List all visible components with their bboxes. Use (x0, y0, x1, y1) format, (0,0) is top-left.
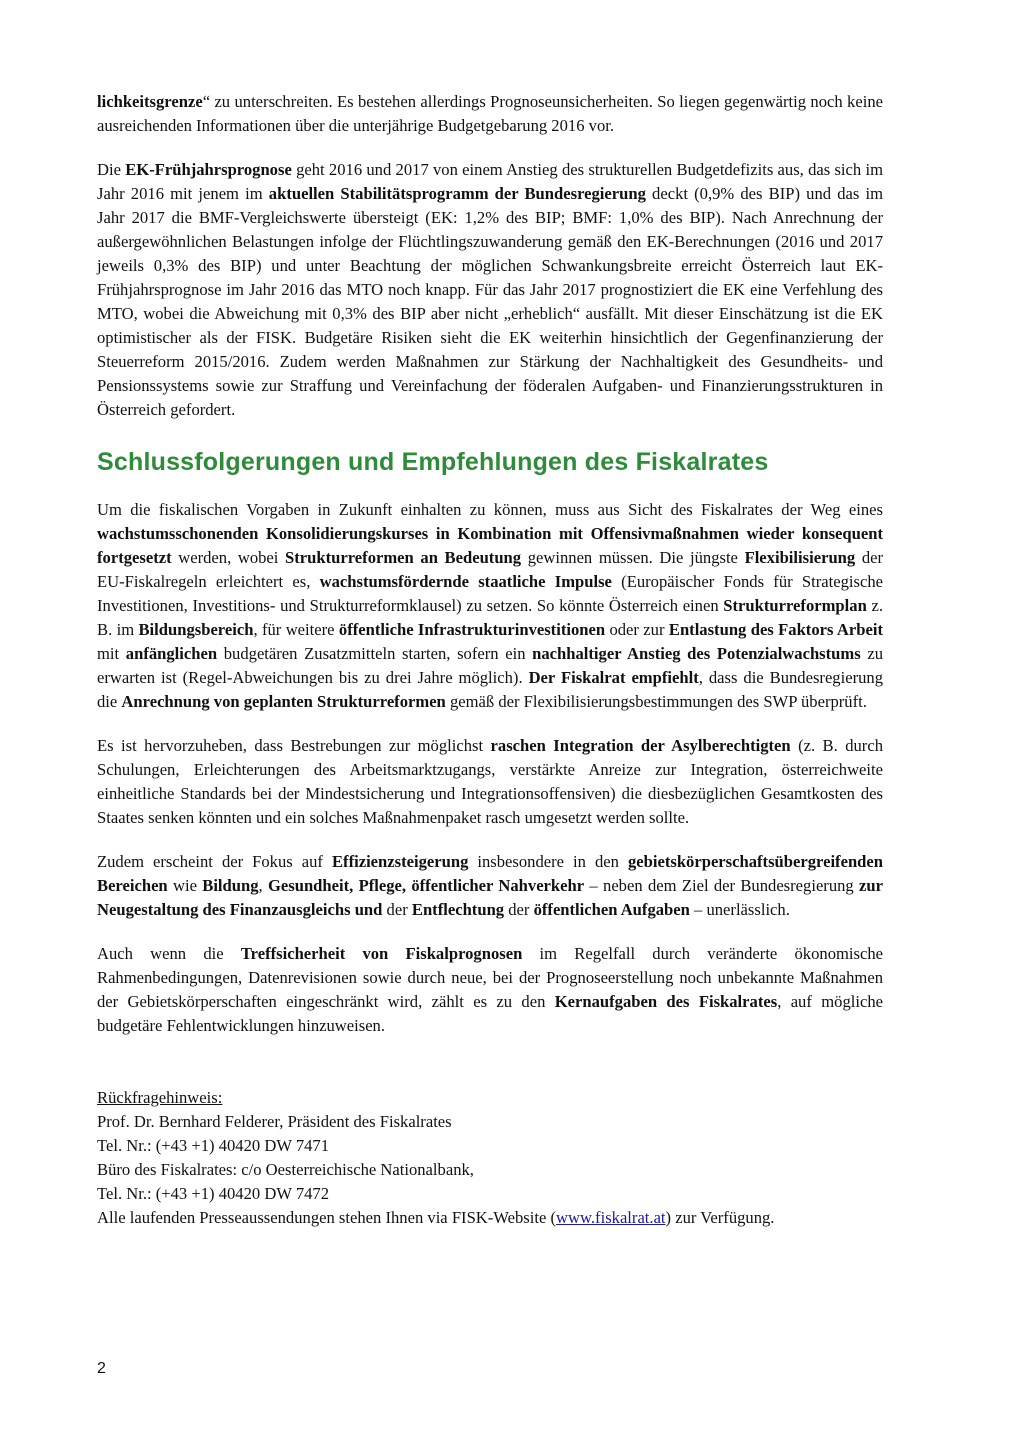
contact-label: Rückfragehinweis: (97, 1088, 223, 1107)
bold-text: raschen Integration der Asylberechtigten (490, 736, 791, 755)
text-run: Zudem erscheint der Fokus auf (97, 852, 332, 871)
text-run: Es ist hervorzuheben, dass Bestrebungen zur möglichst (97, 736, 491, 755)
text-run: Um die fiskalischen Vorgaben in Zukunft einhalten zu können, muss aus Sicht des Fiskalrates der Weg eines (97, 500, 883, 519)
bold-text: EK-Frühjahrsprognose (125, 160, 292, 179)
text-run: mit (97, 644, 126, 663)
bold-text: wachstumsfördernde staatliche Impulse (319, 572, 612, 591)
text-run: , (258, 876, 268, 895)
text-run: – unerlässlich. (689, 900, 790, 919)
bold-text: Der Fiskalrat empfiehlt (528, 668, 699, 687)
paragraph-p3 (97, 734, 883, 830)
text-run: der (382, 900, 412, 919)
text-run: im Regelfall durch veränderte ökonomische Rahmenbedingungen, Datenrevisionen sowie durch neue, bei der Prognoseerstellung noch unbekannte Maßnahmen der Gebietskörperschaften eingeschränkt wird, zählt es zu den (97, 944, 883, 1011)
paragraph-p4 (97, 850, 883, 922)
text-run: zu erwarten ist (Regel-Abweichungen bis zu drei Jahre möglich). (97, 644, 883, 687)
bold-text: Effizienzsteigerung (331, 852, 469, 871)
website-link[interactable]: www.fiskalrat.at (556, 1208, 666, 1227)
bold-text: Bildungsbereich (138, 620, 254, 639)
section-heading: Schlussfolgerungen und Empfehlungen des Fiskalrates (97, 448, 769, 476)
recommendations-section (97, 498, 883, 1038)
text-run: gemäß der Flexibilisierungsbestimmungen des SWP überprüft. (445, 692, 867, 711)
text-run: “ zu unterschreiten. Es bestehen allerdings Prognoseunsicherheiten. So liegen gegenwärtig noch keine ausreichenden Informationen über die unterjährige Budgetgebarung 2016 vor. (97, 92, 883, 135)
paragraph-p1 (97, 158, 883, 422)
bold-text: nachhaltiger Anstieg des Potenzialwachstums (532, 644, 861, 663)
text-run: geht 2016 und 2017 von einem Anstieg des strukturellen Budgetdefizits aus, das sich im Jahr 2016 mit jenem im (97, 160, 883, 203)
contact-phone-2: Tel. Nr.: (+43 +1) 40420 DW 7472 (97, 1184, 330, 1203)
text-run: (Europäischer Fonds für Strategische Investitionen, Investitions- und Strukturreformklausel) zu setzen. So könnte Österreich einen (97, 572, 883, 615)
text-run: , auf mögliche budgetäre Fehlentwicklungen hinzuweisen. (97, 992, 883, 1035)
paragraph-p0 (97, 90, 883, 138)
bold-text: gebietskörperschaftsübergreifenden Bereichen (97, 852, 883, 895)
bold-text: lichkeitsgrenze (97, 92, 203, 111)
text-run: , für weitere (253, 620, 339, 639)
website-suffix: ) zur Verfügung. (665, 1208, 775, 1227)
bold-text: öffentliche Infrastrukturinvestitionen (338, 620, 606, 639)
intro-section (97, 90, 883, 422)
text-run: Auch wenn die (97, 944, 241, 963)
text-run: Die (97, 160, 126, 179)
bold-text: Gesundheit, Pflege, öffentlicher Nahverkehr (268, 876, 585, 895)
text-run: z. B. im (97, 596, 883, 639)
bold-text: Strukturreformplan (723, 596, 867, 615)
bold-text: Entlastung des Faktors Arbeit (668, 620, 883, 639)
bold-text: zur Neugestaltung des Finanzausgleichs und (97, 876, 884, 919)
contact-office: Büro des Fiskalrates: c/o Oesterreichische Nationalbank, (97, 1160, 474, 1179)
bold-text: Treffsicherheit von Fiskalprognosen (240, 944, 523, 963)
paragraph-p5 (97, 942, 883, 1038)
contact-website-line (97, 1206, 883, 1230)
bold-text: Kernaufgaben des Fiskalrates (554, 992, 778, 1011)
text-run: – neben dem Ziel der Bundesregierung (584, 876, 860, 895)
text-run: der EU-Fiskalregeln erleichtert es, (97, 548, 884, 591)
bold-text: wachstumsschonenden Konsolidierungskurses in Kombination mit Offensivmaßnahmen wieder konsequent fortgesetzt (97, 524, 883, 567)
paragraph-p2 (97, 498, 883, 714)
contact-name: Prof. Dr. Bernhard Felderer, Präsident des Fiskalrates (97, 1112, 452, 1131)
bold-text: Entflechtung (411, 900, 505, 919)
contact-phone-1: Tel. Nr.: (+43 +1) 40420 DW 7471 (97, 1136, 330, 1155)
bold-text: Anrechnung von geplanten Strukturreformen (121, 692, 446, 711)
text-run: insbesondere in den (468, 852, 628, 871)
text-run: gewinnen müssen. Die jüngste (521, 548, 745, 567)
website-prefix: Alle laufenden Presseaussendungen stehen Ihnen via FISK-Website ( (97, 1208, 557, 1227)
text-run: oder zur (605, 620, 669, 639)
page-number: 2 (97, 1360, 106, 1377)
text-run: , dass die Bundesregierung die (97, 668, 883, 711)
text-run: der (504, 900, 534, 919)
text-run: budgetären Zusatzmitteln starten, sofern ein (217, 644, 533, 663)
text-run: deckt (0,9% des BIP) und das im Jahr 2017 die BMF-Vergleichswerte übersteigt (EK: 1,2% des BIP; BMF: 1,0% des BIP). Nach Anrechnung der außergewöhnlichen Belastungen infolge der Flüchtlingszuwanderung gemäß den EK-Berechnungen (2016 und 2017 jeweils 0,3% des BIP) und unter Beachtung der möglichen Schwankungsbreite erreicht Österreich laut EK-Frühjahrsprognose im Jahr 2016 das MTO noch knapp. Für das Jahr 2017 prognostiziert die EK eine Verfehlung des MTO, wobei die Abweichung mit 0,3% des BIP aber nicht „erheblich“ ausfällt. Mit dieser Einschätzung ist die EK optimistischer als der FISK. Budgetäre Risiken sieht die EK weiterhin hinsichtlich der Gegenfinanzierung der Steuerreform 2015/2016. Zudem werden Maßnahmen zur Stärkung der Nachhaltigkeit des Gesundheits- und Pensionssystems sowie zur Straffung und Vereinfachung der föderalen Aufgaben- und Finanzierungsstrukturen in Österreich gefordert. (97, 184, 883, 419)
bold-text: öffentlichen Aufgaben (533, 900, 690, 919)
document-page (97, 90, 883, 1230)
text-run: wie (167, 876, 203, 895)
text-run: werden, wobei (171, 548, 286, 567)
contact-block (97, 1086, 883, 1230)
bold-text: Flexibilisierung (744, 548, 856, 567)
bold-text: aktuellen Stabilitätsprogramm der Bundesregierung (268, 184, 646, 203)
bold-text: Strukturreformen an Bedeutung (285, 548, 522, 567)
bold-text: anfänglichen (125, 644, 218, 663)
text-run: (z. B. durch Schulungen, Erleichterungen des Arbeitsmarktzugangs, verstärkte Anreize zur Integration, österreichweite einheitliche Standards bei der Mindestsicherung und Integrationsoffensiven) die diesbezüglichen Gesamtkosten des Staates senken könnten und ein solches Maßnahmenpaket rasch umgesetzt werden sollte. (97, 736, 883, 827)
bold-text: Bildung (202, 876, 259, 895)
